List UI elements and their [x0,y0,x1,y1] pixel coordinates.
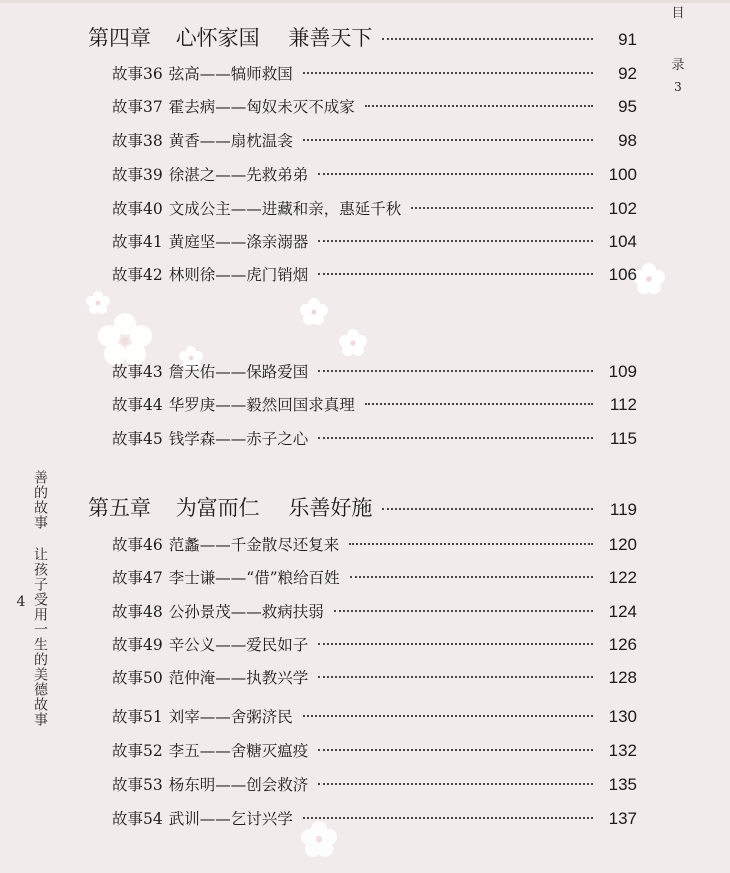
story-title: 杨东明——创会救济 [168,776,309,794]
toc-entry[interactable] [112,62,637,90]
toc-entry[interactable] [112,95,637,123]
header-page-number: 3 [674,80,682,94]
toc-entry[interactable] [112,773,637,801]
chapter-page: 91 [618,30,637,49]
leader-dots [334,610,593,612]
leader-dots [365,403,593,405]
chapter-5-heading[interactable] [88,492,637,526]
story-number: 故事44 [112,396,163,414]
blossom-decoration-cluster-icon [300,296,340,330]
story-number: 故事42 [112,266,163,284]
story-page: 120 [608,535,637,554]
story-title: 詹天佑——保路爱国 [168,363,309,381]
story-title: 李士谦——“借”粮给百姓 [168,569,340,587]
leader-dots [318,437,593,439]
leader-dots [318,643,593,645]
leader-dots [318,783,593,785]
toc-entry[interactable] [112,197,637,225]
toc-entry[interactable] [112,230,637,258]
leader-dots [303,817,593,819]
toc-entry[interactable] [112,263,637,291]
story-number: 故事41 [112,233,163,251]
story-title: 辛公义——爱民如子 [168,636,309,654]
story-page: 137 [608,809,637,828]
story-title: 华罗庚——毅然回国求真理 [168,396,355,414]
chapter-tail: 乐善好施 [288,496,373,520]
leader-dots [382,508,593,510]
leader-dots [318,173,593,175]
leader-dots [365,105,593,107]
story-number: 故事46 [112,536,163,554]
story-page: 130 [608,707,637,726]
story-title: 林则徐——虎门销烟 [168,266,309,284]
story-number: 故事45 [112,430,163,448]
leader-dots [318,749,593,751]
story-title: 公孙景茂——救病扶弱 [168,603,324,621]
leader-dots [318,273,593,275]
story-number: 故事39 [112,166,163,184]
spine-page-number: 4 [13,594,29,611]
leader-dots [350,576,593,578]
story-page: 124 [608,602,637,621]
story-title: 霍去病——匈奴未灭不成家 [168,98,355,116]
leader-dots [318,370,593,372]
story-page: 128 [608,668,637,687]
story-page: 135 [608,775,637,794]
leader-dots [318,240,593,242]
story-title: 徐湛之——先救弟弟 [168,166,309,184]
story-title: 刘宰——舍粥济民 [168,708,293,726]
leader-dots [303,715,593,717]
story-title: 武训——乞讨兴学 [168,810,293,828]
story-title: 文成公主——进藏和亲，惠延千秋 [168,200,402,218]
toc-entry[interactable] [112,360,637,388]
story-page: 106 [608,265,637,284]
story-title: 范仲淹——执教兴学 [168,669,309,687]
running-header-right [670,0,686,94]
story-title: 钱学森——赤子之心 [168,430,309,448]
chapter-page: 119 [609,500,637,519]
story-number: 故事51 [112,708,163,726]
running-spine-left [13,470,49,727]
story-title: 黄庭坚——涤亲溺器 [168,233,309,251]
header-char-mu: 目 [671,6,685,21]
spine-title: 善的故事 让孩子受用一生的美德故事 [32,470,48,727]
toc-entry[interactable] [112,633,637,661]
story-number: 故事47 [112,569,163,587]
toc-entry[interactable] [112,807,637,835]
chapter-label: 第四章 [88,26,151,50]
leader-dots [303,139,593,141]
story-number: 故事37 [112,98,163,116]
story-page: 112 [609,395,637,414]
story-page: 122 [608,568,637,587]
story-page: 102 [608,199,637,218]
toc-entry[interactable] [112,163,637,191]
chapter-label: 第五章 [88,496,151,520]
toc-entry[interactable] [112,129,637,157]
story-title: 弦高——犒师救国 [168,65,293,83]
story-page: 98 [618,131,637,150]
leader-dots [349,543,593,545]
story-number: 故事49 [112,636,163,654]
story-page: 109 [608,362,637,381]
toc-entry[interactable] [112,566,637,594]
chapter-name: 心怀家国 [175,26,260,50]
leader-dots [303,72,593,74]
story-page: 126 [608,635,637,654]
story-page: 92 [618,64,637,83]
blossom-decoration-center-icon [338,328,368,358]
chapter-name: 为富而仁 [175,496,260,520]
story-number: 故事40 [112,200,163,218]
story-title: 李五——舍糖灭瘟疫 [168,742,309,760]
story-number: 故事50 [112,669,163,687]
toc-entry[interactable] [112,666,637,694]
story-number: 故事48 [112,603,163,621]
story-page: 104 [608,232,637,251]
toc-entry[interactable] [112,705,637,733]
toc-entry[interactable] [112,427,637,455]
leader-dots [411,207,593,209]
story-number: 故事36 [112,65,163,83]
story-page: 100 [608,165,637,184]
toc-entry[interactable] [112,600,637,628]
story-title: 黄香——扇枕温衾 [168,132,293,150]
story-page: 115 [609,429,637,448]
story-title: 范蠡——千金散尽还复来 [168,536,340,554]
blossom-decoration-small-icon [85,290,111,316]
header-char-lu: 录 [671,58,685,73]
page-top-edge [0,0,730,3]
story-number: 故事52 [112,742,163,760]
story-page: 132 [608,741,637,760]
story-number: 故事43 [112,363,163,381]
story-page: 95 [618,97,637,116]
blossom-decoration-right-icon [632,262,666,296]
leader-dots [382,38,593,40]
story-number: 故事54 [112,810,163,828]
leader-dots [318,676,593,678]
toc-entry[interactable] [112,533,637,561]
toc-entry[interactable] [112,393,637,421]
story-number: 故事53 [112,776,163,794]
toc-entry[interactable] [112,739,637,767]
chapter-4-heading[interactable] [88,22,637,56]
story-number: 故事38 [112,132,163,150]
chapter-tail: 兼善天下 [288,26,373,50]
